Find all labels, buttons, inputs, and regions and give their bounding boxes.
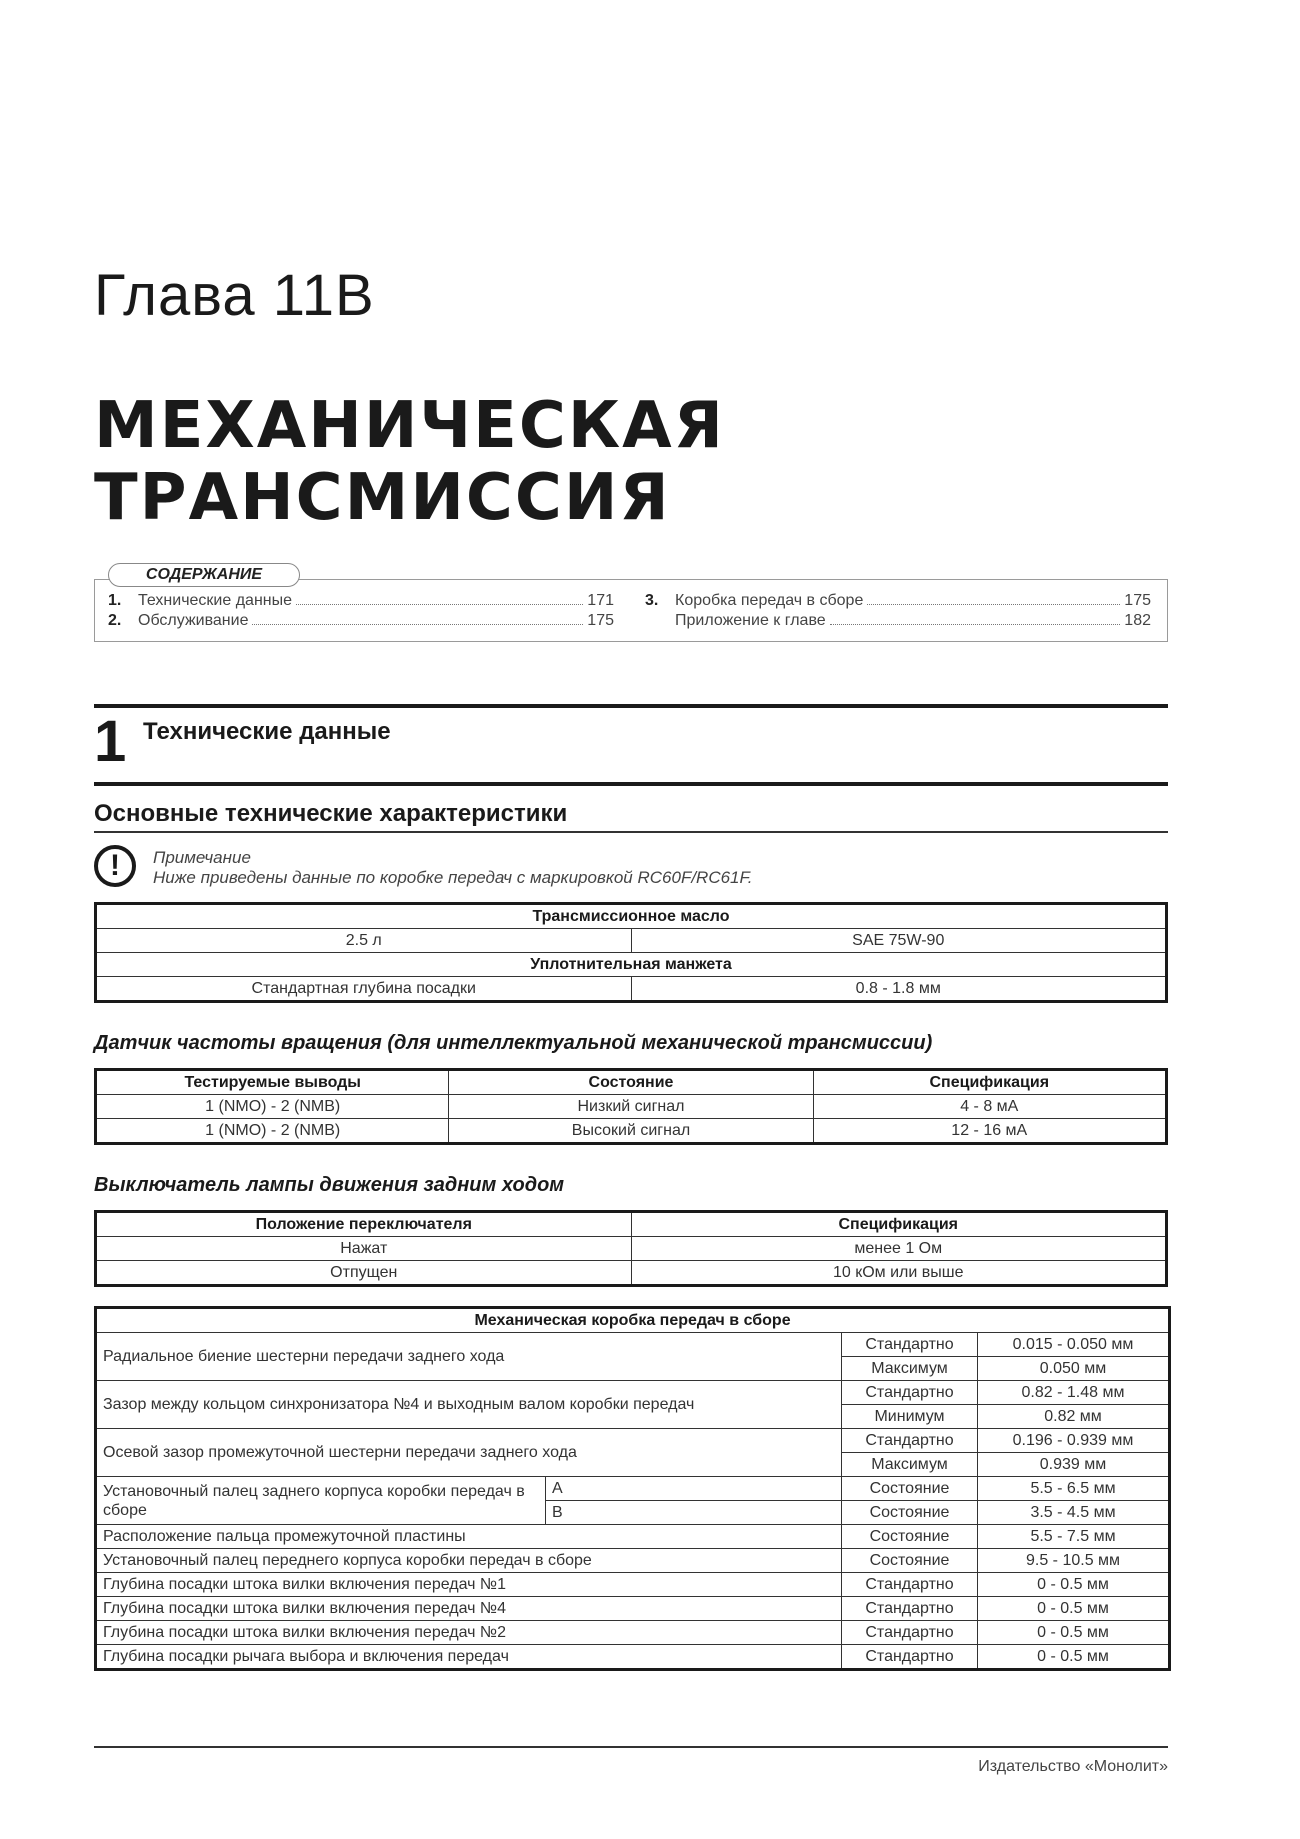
contents-item[interactable]: 1. Технические данные 171 <box>108 592 614 609</box>
oil-volume: 2.5 л <box>96 929 632 953</box>
table-header: Спецификация <box>631 1212 1167 1237</box>
section-number: 1 <box>94 709 127 774</box>
exclamation-circle-icon: ! <box>94 845 136 887</box>
note-text: Ниже приведены данные по коробке передач с маркировкой RC60F/RC61F. <box>153 868 753 887</box>
table-row: Глубина посадки штока вилки включения передач №4 Стандартно 0 - 0.5 мм <box>96 1597 1170 1621</box>
table-row: Расположение пальца промежуточной пластины Состояние 5.5 - 7.5 мм <box>96 1525 1170 1549</box>
oil-seal-table <box>94 902 1168 1003</box>
table-row: B Состояние 3.5 - 4.5 мм <box>96 1501 1170 1525</box>
contents-heading: СОДЕРЖАНИЕ <box>108 563 300 587</box>
table-header: Тестируемые выводы <box>96 1070 449 1095</box>
subsection-title: Основные технические характеристики <box>94 800 568 827</box>
table-row: Радиальное биение шестерни передачи заднего хода Стандартно 0.015 - 0.050 мм <box>96 1333 1170 1357</box>
seal-label: Стандартная глубина посадки <box>96 977 632 1002</box>
table-row: Глубина посадки штока вилки включения передач №1 Стандартно 0 - 0.5 мм <box>96 1573 1170 1597</box>
chapter-title-line1: МЕХАНИЧЕСКАЯ <box>94 389 725 463</box>
chapter-label: Глава 11B <box>94 263 375 328</box>
table-header: Положение переключателя <box>96 1212 632 1237</box>
table-row: Осевой зазор промежуточной шестерни передачи заднего хода Стандартно 0.196 - 0.939 мм <box>96 1429 1170 1453</box>
contents-right-column <box>645 591 1151 631</box>
speed-sensor-caption: Датчик частоты вращения (для интеллектуальной механической трансмиссии) <box>94 1032 933 1054</box>
subsection-rule <box>94 831 1168 833</box>
oil-type: SAE 75W-90 <box>631 929 1167 953</box>
seal-value: 0.8 - 1.8 мм <box>631 977 1167 1002</box>
gearbox-header: Механическая коробка передач в сборе <box>96 1308 1170 1333</box>
speed-sensor-table <box>94 1068 1168 1145</box>
contents-item[interactable]: Приложение к главе 182 <box>675 612 1151 629</box>
chapter-title-line2: ТРАНСМИССИЯ <box>94 461 671 535</box>
table-row: Глубина посадки рычага выбора и включения передач Стандартно 0 - 0.5 мм <box>96 1645 1170 1670</box>
table-row: Установочный палец заднего корпуса коробки передач в сборе A Состояние 5.5 - 6.5 мм <box>96 1477 1170 1501</box>
table-row: Глубина посадки штока вилки включения передач №2 Стандартно 0 - 0.5 мм <box>96 1621 1170 1645</box>
table-header: Спецификация <box>813 1070 1166 1095</box>
table-row: Максимум 0.050 мм <box>96 1357 1170 1381</box>
chapter-title <box>94 390 994 534</box>
table-row: Зазор между кольцом синхронизатора №4 и выходным валом коробки передач Стандартно 0.82 - 1.48 мм <box>96 1381 1170 1405</box>
note-heading: Примечание <box>153 848 251 867</box>
contents-item[interactable]: 3. Коробка передач в сборе 175 <box>645 592 1151 609</box>
oil-header: Трансмиссионное масло <box>96 904 1167 929</box>
reverse-lamp-table <box>94 1210 1168 1287</box>
seal-header: Уплотнительная манжета <box>96 953 1167 977</box>
table-row: 1 (NMO) - 2 (NMB) Высокий сигнал 12 - 16 мА <box>96 1119 1167 1144</box>
section-rule-top <box>94 704 1168 708</box>
table-row: Минимум 0.82 мм <box>96 1405 1170 1429</box>
contents-item[interactable]: 2. Обслуживание 175 <box>108 612 614 629</box>
section-rule-bottom <box>94 782 1168 786</box>
gearbox-assembly-table <box>94 1306 1171 1671</box>
publisher-name: Издательство «Монолит» <box>978 1758 1168 1775</box>
table-row: 1 (NMO) - 2 (NMB) Низкий сигнал 4 - 8 мА <box>96 1095 1167 1119</box>
table-row: Максимум 0.939 мм <box>96 1453 1170 1477</box>
table-row: Установочный палец переднего корпуса коробки передач в сборе Состояние 9.5 - 10.5 мм <box>96 1549 1170 1573</box>
table-header: Состояние <box>449 1070 813 1095</box>
reverse-lamp-caption: Выключатель лампы движения задним ходом <box>94 1174 565 1196</box>
footer-rule <box>94 1746 1168 1748</box>
table-row: Отпущен 10 кОм или выше <box>96 1261 1167 1286</box>
table-row: Нажат менее 1 Ом <box>96 1237 1167 1261</box>
contents-left-column <box>108 591 614 631</box>
section-title: Технические данные <box>143 718 391 745</box>
